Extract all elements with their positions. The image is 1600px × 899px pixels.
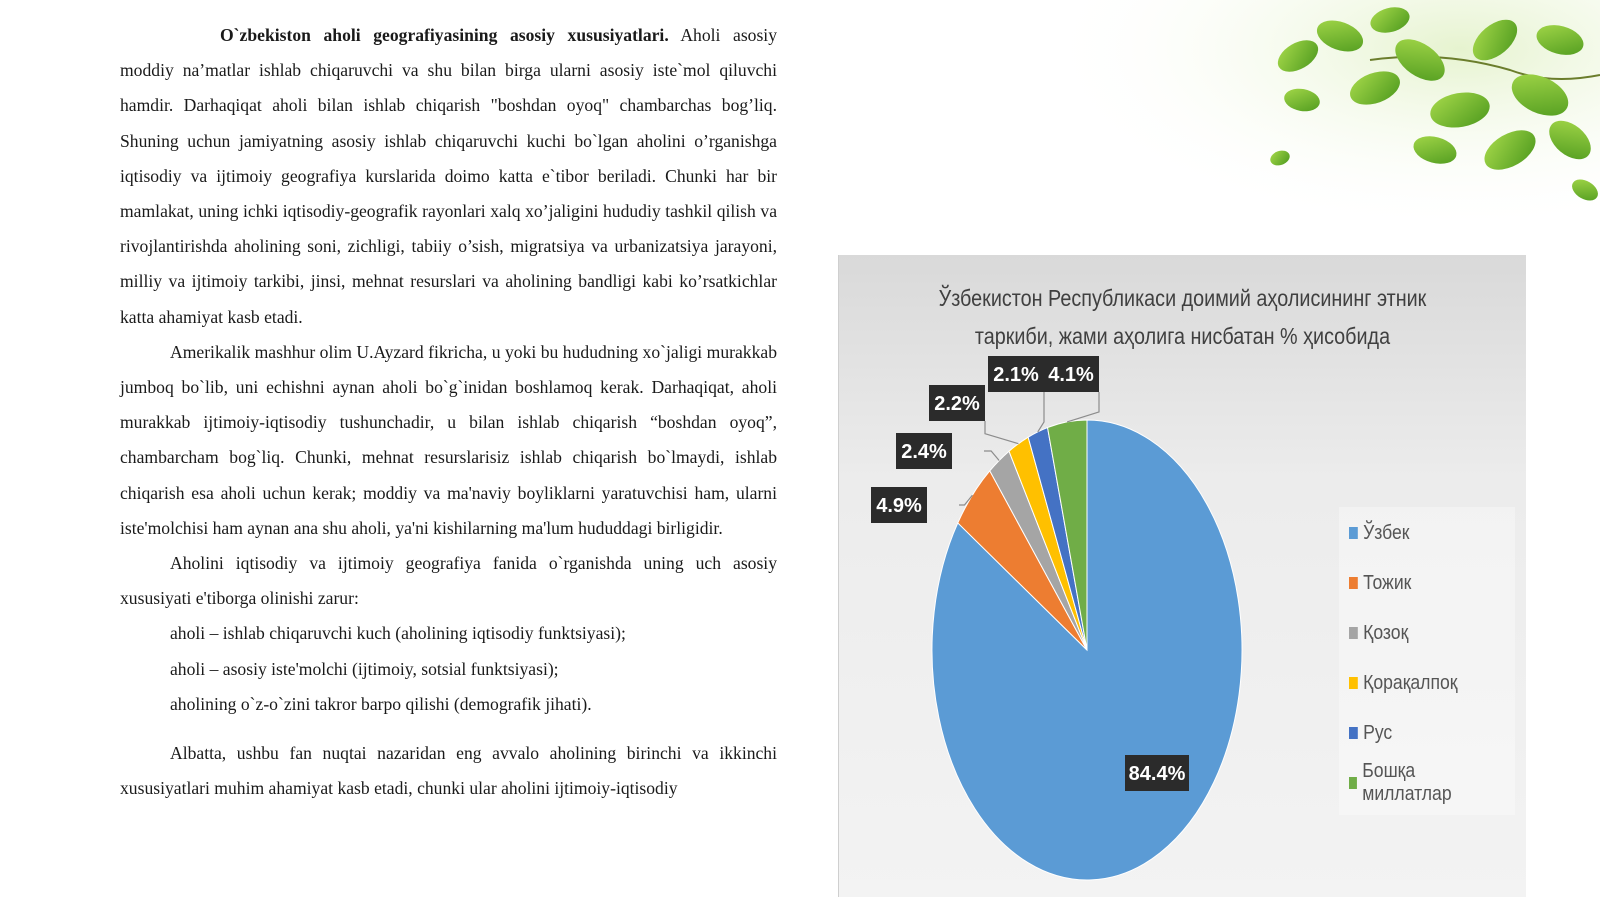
legend-label: Қорақалпоқ — [1363, 671, 1458, 694]
paragraph-3: Aholini iqtisodiy va ijtimoiy geografiya fanida o`rganishda uning uch asosiy xususiyati e'tiborga olinishi zarur: — [120, 553, 777, 609]
legend-label: Қозоқ — [1363, 621, 1409, 644]
data-label-text: 4.9% — [876, 495, 922, 517]
data-label-text: 2.4% — [901, 441, 947, 463]
legend-label: Бошқа миллатлар — [1362, 760, 1452, 805]
list-item: aholining o`z-o`zini takror barpo qilishi (demografik jihati). — [170, 693, 592, 714]
data-label-6 — [1043, 356, 1099, 392]
legend-item — [1349, 671, 1457, 695]
data-label-text: 2.1% — [993, 364, 1039, 386]
leader-line-6 — [1067, 392, 1099, 422]
legend-item — [1349, 571, 1411, 595]
data-label-4 — [929, 385, 985, 421]
pie-chart — [838, 255, 1526, 897]
paragraph-2: Amerikalik mashhur olim U.Ayzard fikricha, u yoki bu hududning xo`jaligi murakkab jumboq bo`lib, uni echishni aynan aholi bo`g`inidan boshlamoq kerak. Darhaqiqat, aholi murakkab ijtimoiy-iqtisodiy tushunchadir, u bilan ishlab chiqarish “boshdan oyoq”, chambarcham bog`liq. Chunki, mehnat resurslarisiz ishlab chiqarish bo`lmaydi, ishlab chiqarish esa aholi uchun kerak; moddiy va ma'naviy boyliklarni yaratuvchisi ham, ularni iste'molchisi ham aynan ana shu aholi, ya'ni kishilarning ma'lum hududdagi birligidir. — [120, 341, 777, 538]
legend-swatch — [1349, 577, 1358, 589]
legend-label: Рус — [1363, 721, 1393, 744]
legend-item — [1349, 721, 1392, 745]
leaves-decoration — [1040, 0, 1600, 245]
legend-item — [1349, 521, 1410, 545]
legend-swatch — [1349, 527, 1358, 539]
paragraph-1 — [120, 18, 777, 335]
legend-label: Ўзбек — [1363, 521, 1410, 544]
data-label-text: 84.4% — [1128, 763, 1186, 785]
chart-legend — [1339, 507, 1515, 815]
data-label-1 — [1125, 755, 1189, 791]
leader-line-5 — [1038, 392, 1044, 432]
leader-line-3 — [984, 451, 999, 461]
legend-swatch — [1349, 627, 1358, 639]
legend-item — [1349, 760, 1495, 805]
data-label-3 — [896, 433, 952, 469]
legend-label: Тожик — [1363, 571, 1412, 594]
chart-title-line-2: таркиби, жами аҳолига нисбатан % ҳисобида — [974, 323, 1391, 349]
section-heading: O`zbekiston aholi geografiyasining asosiy xususiyatlari. — [220, 25, 669, 45]
data-label-5 — [988, 356, 1044, 392]
legend-item — [1349, 621, 1408, 645]
data-label-text: 2.2% — [934, 393, 980, 415]
legend-swatch — [1349, 677, 1358, 689]
chart-title-line-1: Ўзбекистон Республикаси доимий аҳолисининг этник — [938, 285, 1427, 311]
data-label-2 — [871, 487, 927, 523]
list-item: aholi – asosiy iste'molchi (ijtimoiy, sotsial funktsiyasi); — [170, 658, 559, 679]
paragraph-1-text: Aholi asosiy moddiy na’matlar ishlab chiqaruvchi va shu bilan birga ularni asosiy iste`mol qiluvchi hamdir. Darhaqiqat aholi bilan ishlab chiqarish "boshdan oyoq" chambarchas bog’liq. Shuning uchun jamiyatning asosiy ishlab chiqaruvchi kuchi bo`lgan aholini o’rganishga iqtisodiy va ijtimoiy geografiya kurslarida doimo katta e`tibor beriladi. Chunki har bir mamlakat, uning ichki iqtisodiy-geografik rayonlari xalq xo’jaligini hududiy tashkil qilish va rivojlantirishda aholining soni, zichligi, tabiiy o’sish, migratsiya va urbanizatsiya jarayoni, milliy va ijtimoiy tarkibi, jinsi, mehnat resurslari va aholining bandligi kabi ko’rsatkichlar katta ahamiyat kasb etadi. — [120, 25, 777, 327]
list-item: aholi – ishlab chiqaruvchi kuch (aholining iqtisodiy funktsiyasi); — [170, 623, 626, 644]
legend-swatch — [1349, 727, 1358, 739]
legend-swatch — [1349, 777, 1357, 789]
data-label-text: 4.1% — [1048, 364, 1094, 386]
document-text — [120, 18, 777, 806]
leaves-image — [1040, 0, 1600, 245]
leader-line-4 — [985, 421, 1018, 444]
paragraph-4: Albatta, ushbu fan nuqtai nazaridan eng avvalo aholining birinchi va ikkinchi xususiyatlari muhim ahamiyat kasb etadi, chunki ular aholini ijtimoiy-iqtisodiy — [120, 743, 777, 799]
